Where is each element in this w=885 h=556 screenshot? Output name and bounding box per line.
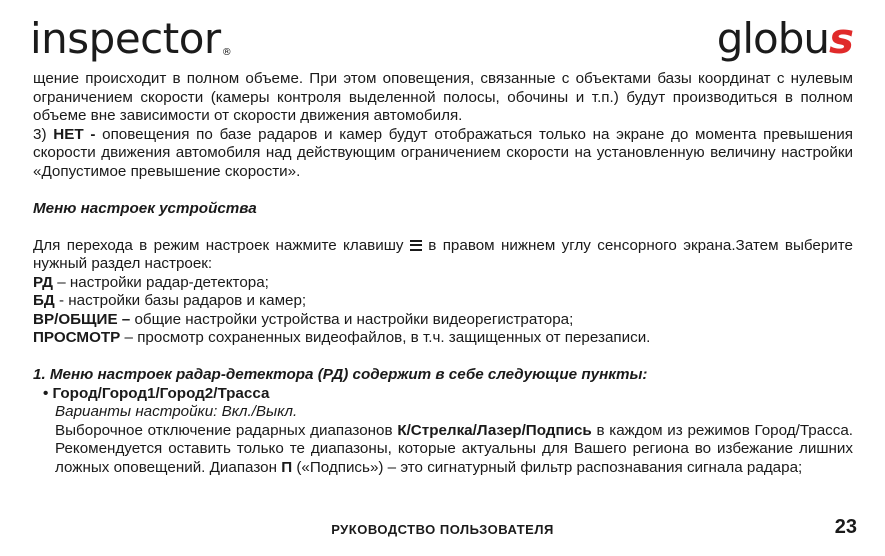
band-text-end: («Подпись») – это сигнатурный фильтр распознавания сигнала радара; (292, 458, 803, 476)
paragraph-settings-intro (33, 237, 853, 274)
list-item-label: ПРОСМОТР (33, 329, 121, 346)
paragraph-continuation: щение происходит в полном объеме. При этом оповещения, связанные с объектами базы координат с нулевым ограничением скорости (камеры контроля выделенной полосы, обочины и т.п.) будут производиться в полном объеме вне зависимости от скорости движения автомобиля. (33, 70, 853, 124)
paragraph-band-selection (33, 422, 853, 478)
option-number: 3) (33, 125, 54, 143)
list-item-text: - настройки базы радаров и камер; (54, 292, 307, 309)
band-list: К/Стрелка/Лазер/Подпись (397, 421, 592, 439)
bullet-city-highway: • Город/Город1/Город2/Трасса (43, 384, 270, 402)
brand-left-text: inspector (30, 14, 221, 63)
band-text-start: Выборочное отключение радарных диапазонов (55, 421, 398, 439)
list-item-rd (33, 274, 853, 293)
brand-right-accent: s (829, 14, 853, 63)
list-item-text: общие настройки устройства и настройки видеорегистратора; (130, 310, 574, 328)
option-text: оповещения по базе радаров и камер будут отображаться только на экране до момента превышения скорости движения автомобиля над действующим ограничением скорости на установленную величину настройки «Допустимое превышение скорости». (33, 125, 853, 180)
registered-mark: ® (221, 47, 232, 58)
list-item-view (33, 329, 853, 348)
list-item-bd (33, 292, 853, 311)
globus-logo (716, 14, 853, 63)
band-p: П (281, 458, 293, 476)
list-item-vr (33, 311, 853, 330)
band-text-mid: в каждом из режимов Город/Трасса. Рекомендуется оставить только те диапазоны, которые актуальны для Вашего региона во избежание лишних ложных оповещений. Диапазон (55, 421, 853, 476)
inspector-logo (30, 14, 232, 63)
footer-title: РУКОВОДСТВО ПОЛЬЗОВАТЕЛЯ (331, 522, 554, 537)
list-item-text: – настройки радар-детектора; (53, 273, 269, 291)
list-item-label: ВР/ОБЩИЕ – (33, 310, 131, 328)
menu-icon (410, 240, 422, 251)
page-number: 23 (834, 516, 857, 538)
paragraph-option-3 (33, 126, 853, 182)
option-label: НЕТ - (53, 125, 96, 143)
setting-variants: Варианты настройки: Вкл./Выкл. (55, 403, 298, 420)
settings-menu-heading: Меню настроек устройства (33, 199, 257, 217)
brand-right-u: u (803, 14, 829, 63)
intro-text-end: в правом нижнем углу сенсорного экрана.Затем выберите нужный раздел настроек: (33, 236, 853, 272)
list-item-text: – просмотр сохраненных видеофайлов, в т.ч. защищенных от перезаписи. (120, 329, 651, 346)
intro-text-start: Для перехода в режим настроек нажмите клавишу (33, 236, 410, 254)
section-1-heading: 1. Меню настроек радар-детектора (РД) содержит в себе следующие пункты: (33, 366, 648, 383)
list-item-label: РД (33, 273, 53, 291)
list-item-label: БД (33, 292, 55, 309)
page-content (33, 70, 853, 477)
brand-right-text: glob (716, 14, 804, 63)
